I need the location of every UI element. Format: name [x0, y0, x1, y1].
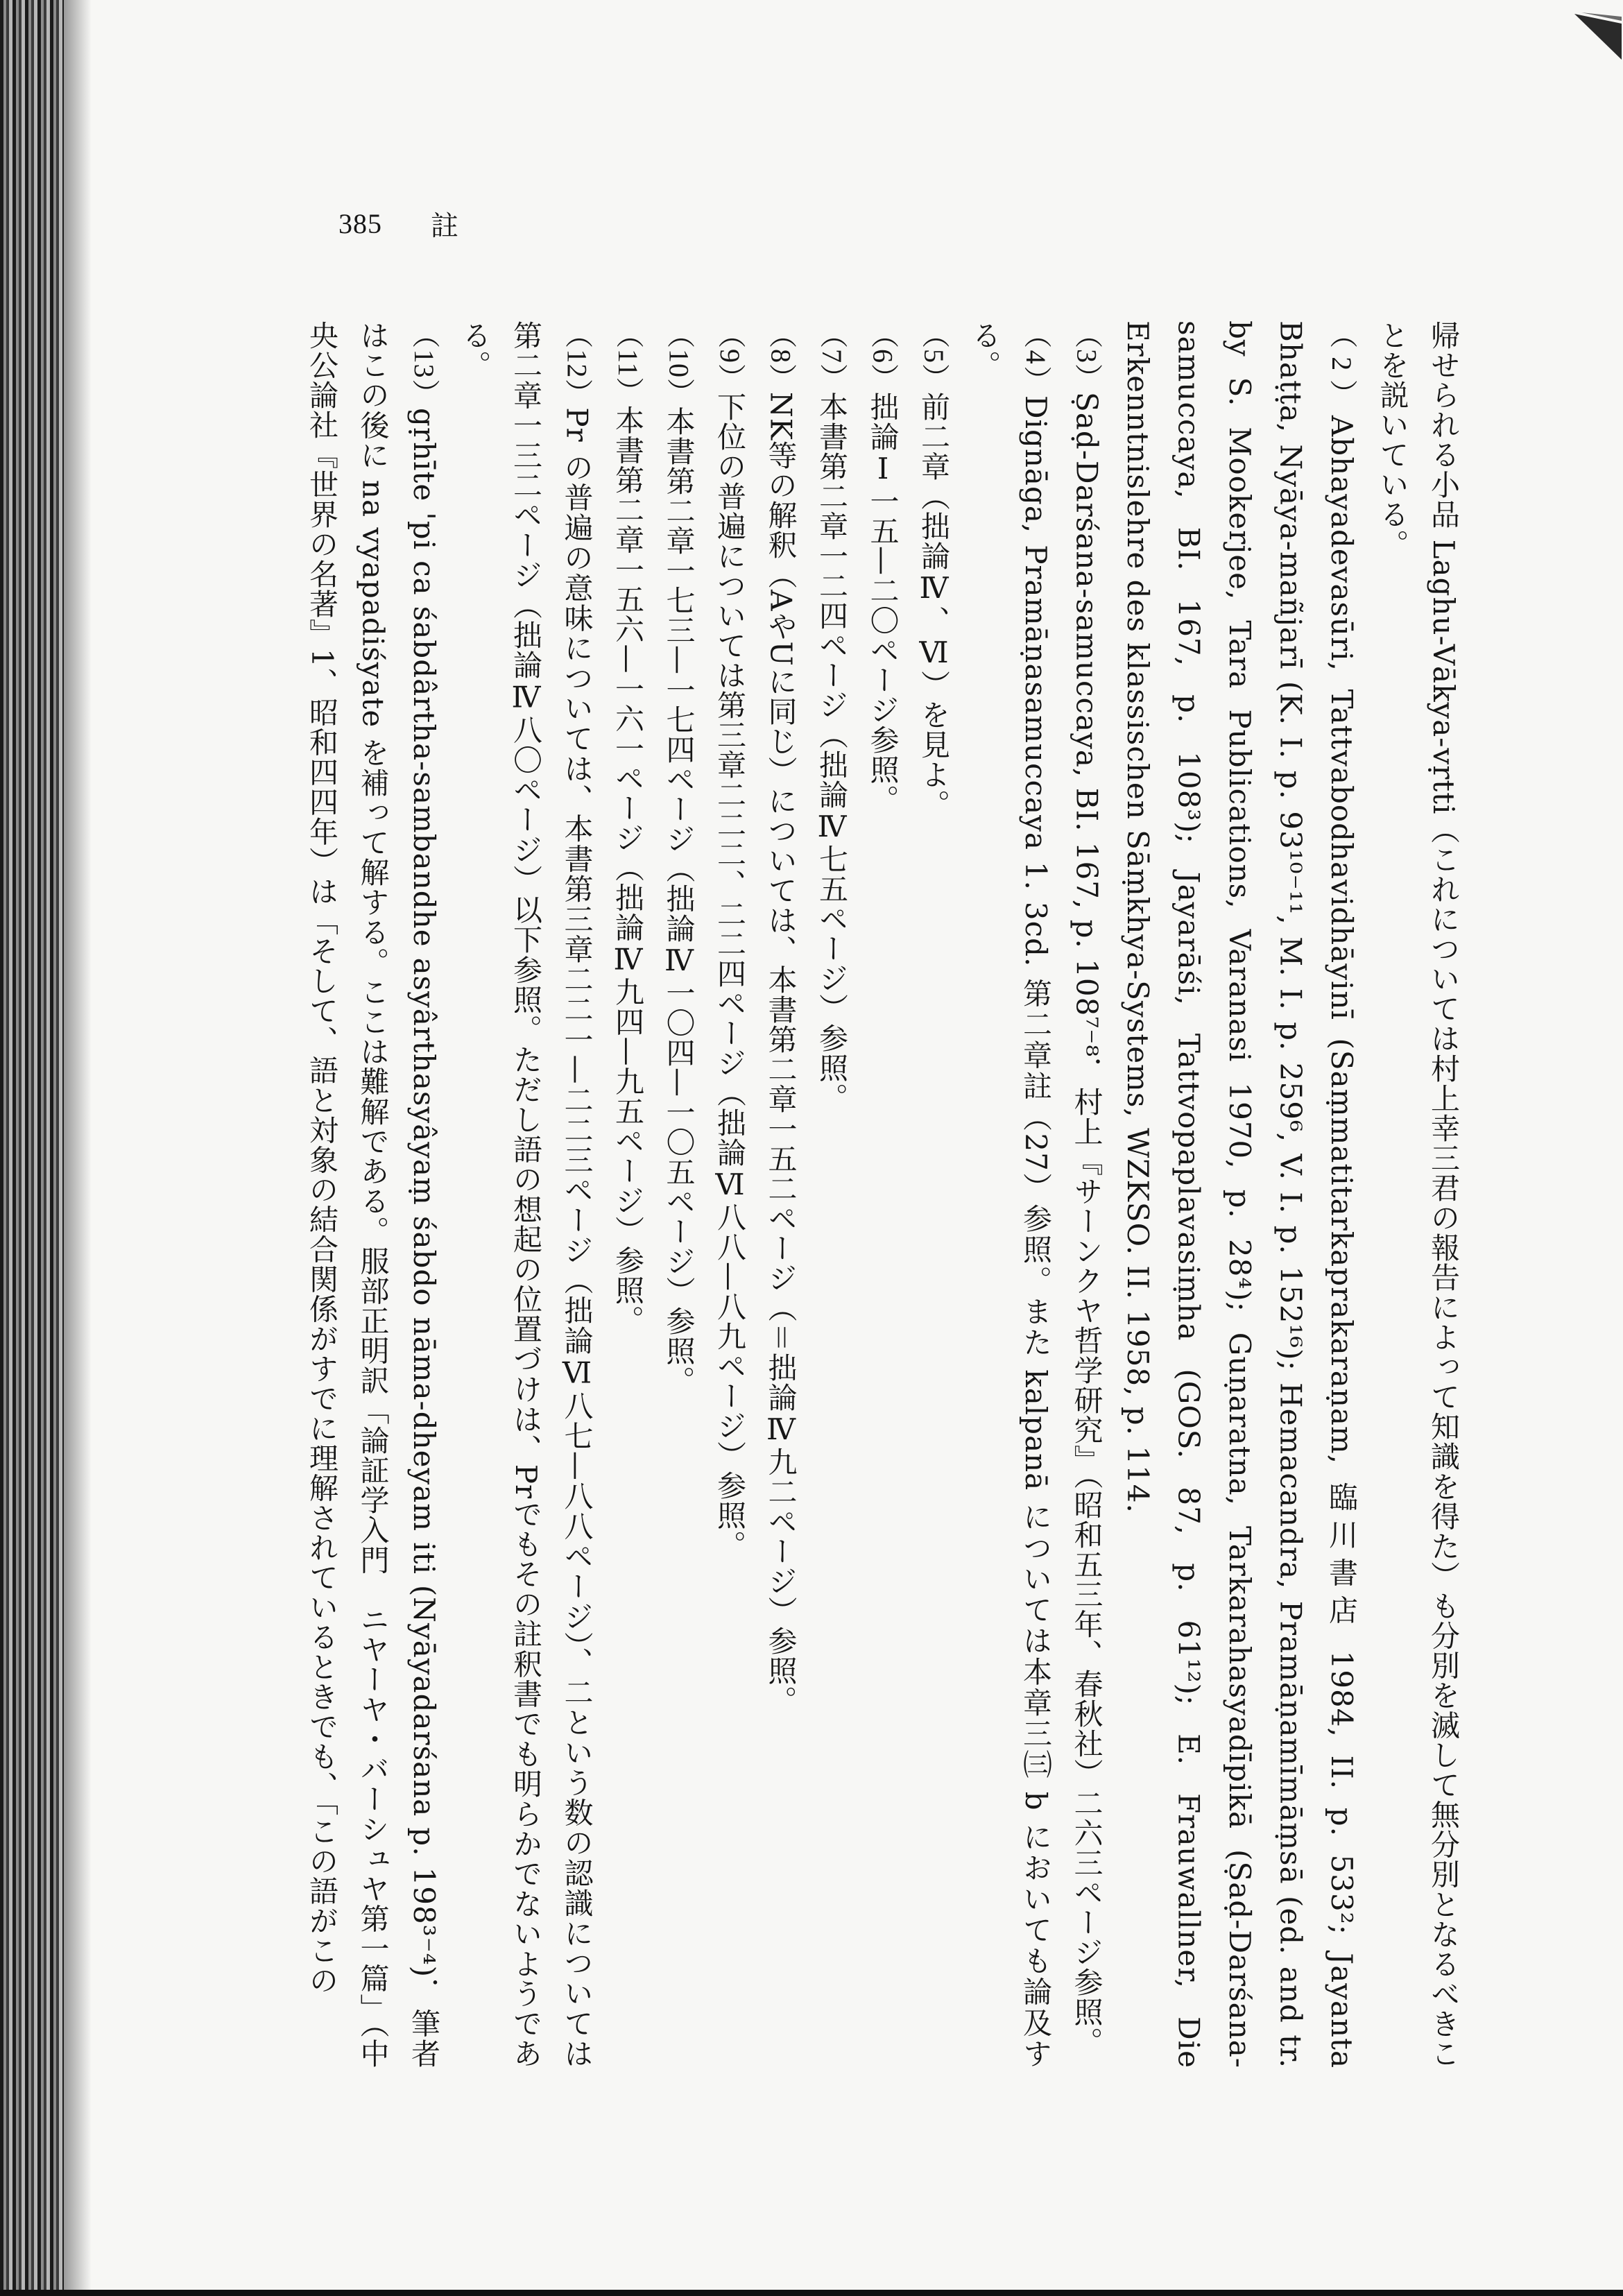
note-11	[603, 320, 654, 2068]
note-number: （5）	[918, 320, 950, 392]
notes-body	[305, 320, 1469, 2069]
note-text: 帰せられる小品 Laghu-Vākya-vṛtti（これについては村上幸三君の報告によって知識を得た）も分別を滅して無分別となるべきことを説いている。	[1375, 320, 1461, 2068]
note-number: （10）	[663, 320, 695, 406]
running-head: 註	[431, 209, 458, 242]
note-text: 拙論Ⅰ一五—二〇ページ参照。	[866, 392, 900, 814]
note-text: Dignāga, Pramāṇasamuccaya 1. 3cd. 第二章註（27）参照。また kalpanā については本章三㈢ b においても論及する。	[968, 320, 1053, 2068]
note-number: （7）	[816, 320, 848, 392]
note-number: （9）	[714, 320, 746, 392]
note-text: Abhayadevasūri, Tattvabodhavidhāyinī (Saṃmatitarkaprakaraṇam, 臨川書店 1984, II. p. 533²; Jayanta Bhaṭṭa, Nyāya-mañjarī (K. I. p. 93¹⁰⁻¹¹, M. I. p. 259⁶, V. I. p. 152¹⁶); Hemacandra, Pramāṇamīmāṃsā (ed. and tr. by S. Mookerjee, Tara Publications, Varanasi 1970, p. 28⁴); Guṇaratna, Tarkarahasyadīpikā (Ṣaḍ-Darśana-samuccaya, BI. 167, p. 108³); Jayarāśi, Tattvopaplavasiṃha (GOS. 87, p. 61¹²); E. Frauwallner, Die Erkenntnislehre des klassischen Sāṃkhya-Systems, WZKSO. II. 1958, p. 114.	[1121, 320, 1359, 2068]
note-number: （11）	[612, 320, 644, 406]
note-number: （12）	[561, 320, 593, 408]
note-number: （4）	[1020, 320, 1051, 395]
note-text: Ṣaḍ-Darśana-samuccaya, BI. 167, p. 108⁷⁻⁸．村上『サーンクヤ哲学研究』（昭和五三年、春秋社）二六三ページ参照。	[1070, 392, 1104, 2057]
book-binding-edge	[0, 0, 64, 2296]
note-text: 下位の普遍については第三章二二二、二二四ページ（拙論Ⅵ八八—八九ページ）参照。	[713, 392, 747, 1560]
note-number: （2）	[1326, 320, 1357, 415]
note-13	[297, 320, 450, 2068]
note-2	[1113, 320, 1368, 2068]
note-4	[959, 320, 1061, 2068]
note-6	[857, 320, 909, 2068]
note-10	[653, 320, 705, 2068]
note-number: （13）	[409, 320, 440, 409]
page-header	[338, 203, 458, 244]
note-7	[807, 320, 858, 2068]
note-text: Pr の普遍の意味については、本書第三章二二一—二二三ページ（拙論Ⅵ八七—八八ページ）、二という数の認識については第二章一三二ページ（拙論Ⅳ八〇ページ）以下参照。ただし語の想起の位置づけは、Prでもその註釈書でも明らかでないようである。	[458, 320, 594, 2069]
binding-shadow	[64, 0, 92, 2296]
note-continuation	[1367, 320, 1469, 2068]
note-3	[1061, 320, 1113, 2068]
note-text: 本書第二章一七三—一七四ページ（拙論Ⅳ一〇四—一〇五ページ）参照。	[662, 406, 696, 1396]
note-9	[705, 320, 756, 2068]
note-8	[755, 320, 807, 2068]
note-text: NK等の解釈（AやUに同じ）については、本書第二章一五二ページ（＝拙論Ⅳ九二ページ）参照。	[764, 392, 798, 1715]
note-text: gṛhīte 'pi ca śabdârtha-sambandhe asyârthasyâyaṃ śabdo nāma-dheyam iti (Nyāyadarśana p. 198³⁻⁴)．筆者はこの後に na vyapadiśyate を補って解する。ここは難解である。服部正明訳「論証学入門 ニヤーヤ・バーシュヤ第一篇」（中央公論社『世界の名著』1、昭和四四年）は「そして、語と対象の結合関係がすでに理解されているときでも、「この語がこの	[305, 320, 441, 2068]
note-text: 本書第二章一五六—一六一ページ（拙論Ⅳ九四—九五ページ）参照。	[611, 405, 645, 1335]
page-corner-mark	[1561, 0, 1623, 62]
note-number: （6）	[867, 320, 899, 392]
note-number: （8）	[765, 320, 797, 392]
scan-bottom-edge	[0, 2290, 1623, 2296]
note-text: 前二章（拙論Ⅳ、Ⅵ）を見よ。	[917, 392, 951, 819]
note-12	[449, 320, 603, 2068]
page-number: 385	[338, 207, 382, 239]
note-number: （3）	[1071, 320, 1103, 392]
note-text: 本書第二章一二四ページ（拙論Ⅳ七五ページ）参照。	[815, 392, 849, 1113]
note-5	[909, 320, 960, 2068]
